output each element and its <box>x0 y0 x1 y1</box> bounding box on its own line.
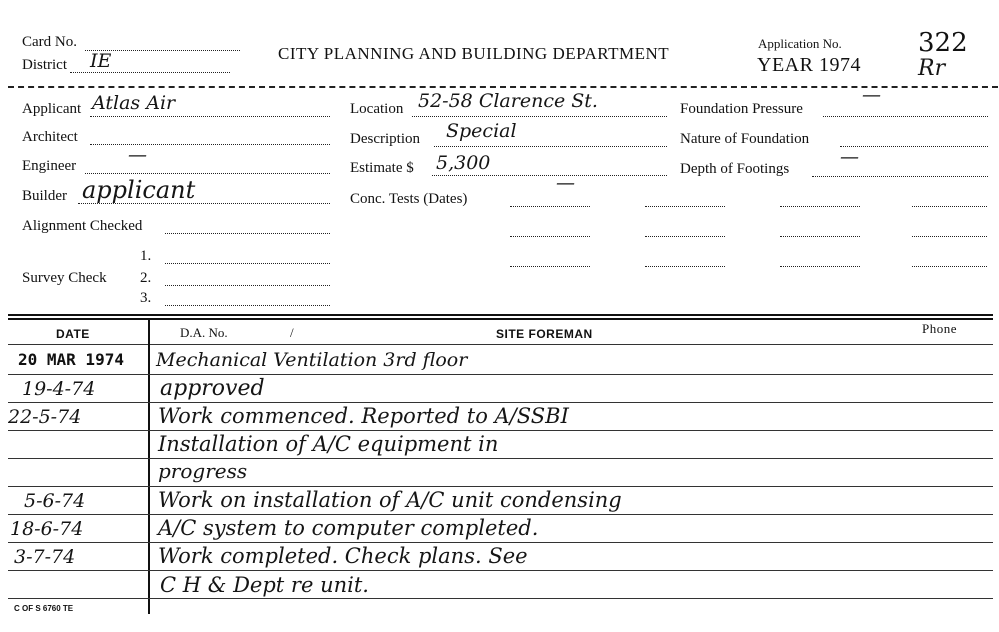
log-top-border <box>8 314 993 316</box>
nature-foundation-label: Nature of Foundation <box>680 131 810 147</box>
conc-test-line <box>780 236 860 237</box>
district-line <box>70 72 230 73</box>
conc-test-line <box>912 236 987 237</box>
conc-test-line <box>912 206 987 207</box>
estimate-line <box>432 175 667 176</box>
col-da-header: D.A. No. <box>180 325 228 340</box>
description-label: Description <box>350 131 420 147</box>
top-border <box>8 86 998 88</box>
log-row-line <box>8 598 993 599</box>
log-entry-text: C H & Dept re unit. <box>160 573 369 597</box>
form-code: C OF S 6760 TE <box>14 604 74 613</box>
application-number: 322 <box>918 28 968 58</box>
log-entry-date: 22-5-74 <box>8 406 82 428</box>
location-value: 52-58 Clarence St. <box>418 90 598 112</box>
log-entry-date: 5-6-74 <box>24 490 86 512</box>
log-entry-text: approved <box>160 376 265 401</box>
col-date-header: DATE <box>56 327 90 341</box>
district-label: District <box>22 57 67 73</box>
col-foreman-header: SITE FOREMAN <box>496 327 593 341</box>
survey-2-line <box>165 285 330 286</box>
survey-2-label: 2. <box>140 270 152 286</box>
applicant-line <box>90 116 330 117</box>
log-entry-date: 3-7-74 <box>14 546 76 568</box>
conc-test-line <box>912 266 987 267</box>
engineer-line <box>85 173 330 174</box>
conc-tests-label: Conc. Tests (Dates) <box>350 191 468 207</box>
log-top-border <box>8 318 993 320</box>
log-entry-date: 18-6-74 <box>10 518 84 540</box>
builder-label: Builder <box>22 188 67 204</box>
estimate-value: 5,300 <box>436 152 491 174</box>
log-row-line <box>8 570 993 571</box>
conc-test-line <box>645 266 725 267</box>
conc-tests-value: — <box>556 172 575 194</box>
log-entry-date: 19-4-74 <box>22 378 96 400</box>
log-entry-text: Work on installation of A/C unit condensing <box>158 488 622 512</box>
depth-footings-value: — <box>840 146 859 168</box>
survey-3-line <box>165 305 330 306</box>
nature-foundation-line <box>840 146 988 147</box>
da-slash: / <box>290 325 294 340</box>
log-entry-text: Mechanical Ventilation 3rd floor <box>156 349 468 371</box>
card-no-label: Card No. <box>22 34 77 50</box>
description-line <box>434 146 667 147</box>
district-value: IE <box>90 50 112 72</box>
log-entry-text: progress <box>158 459 248 483</box>
architect-line <box>90 144 330 145</box>
engineer-label: Engineer <box>22 158 77 174</box>
conc-test-line <box>510 236 590 237</box>
engineer-value: — <box>128 144 147 166</box>
log-row-line <box>8 402 993 403</box>
depth-footings-label: Depth of Footings <box>680 161 790 177</box>
applicant-value: Atlas Air <box>92 92 176 114</box>
location-label: Location <box>350 101 404 117</box>
log-entry-text: Work commenced. Reported to A/SSBI <box>158 404 569 428</box>
depth-footings-line <box>812 176 988 177</box>
architect-label: Architect <box>22 129 78 145</box>
log-entry-text: Work completed. Check plans. See <box>158 544 528 568</box>
log-entry-text: A/C system to computer completed. <box>158 516 539 540</box>
survey-3-label: 3. <box>140 290 152 306</box>
log-entry-text: Installation of A/C equipment in <box>158 432 499 456</box>
conc-test-line <box>645 236 725 237</box>
estimate-label: Estimate $ <box>350 160 414 176</box>
log-row-line <box>8 458 993 459</box>
foundation-pressure-line <box>823 116 988 117</box>
foundation-pressure-label: Foundation Pressure <box>680 101 803 117</box>
conc-test-line <box>645 206 725 207</box>
conc-test-line <box>780 206 860 207</box>
alignment-line <box>165 233 330 234</box>
year-label: YEAR 1974 <box>757 54 861 76</box>
conc-test-line <box>780 266 860 267</box>
col-phone-header: Phone <box>922 321 957 336</box>
conc-test-line <box>510 206 590 207</box>
survey-1-label: 1. <box>140 248 152 264</box>
log-row-line <box>8 542 993 543</box>
survey-1-line <box>165 263 330 264</box>
log-entry-date: 20 MAR 1974 <box>18 350 124 369</box>
builder-value: applicant <box>82 176 196 204</box>
log-header-divider <box>8 344 993 345</box>
alignment-label: Alignment Checked <box>22 218 143 234</box>
applicant-label: Applicant <box>22 101 82 117</box>
conc-test-line <box>510 266 590 267</box>
log-row-line <box>8 486 993 487</box>
log-row-line <box>8 374 993 375</box>
location-line <box>412 116 667 117</box>
log-row-line <box>8 430 993 431</box>
application-no-label: Application No. <box>758 36 842 51</box>
description-value: Special <box>446 120 517 142</box>
department-title: CITY PLANNING AND BUILDING DEPARTMENT <box>278 44 670 63</box>
survey-label: Survey Check <box>22 270 107 286</box>
log-row-line <box>8 514 993 515</box>
application-suffix: Rr <box>918 56 946 81</box>
foundation-pressure-value: — <box>862 84 881 106</box>
